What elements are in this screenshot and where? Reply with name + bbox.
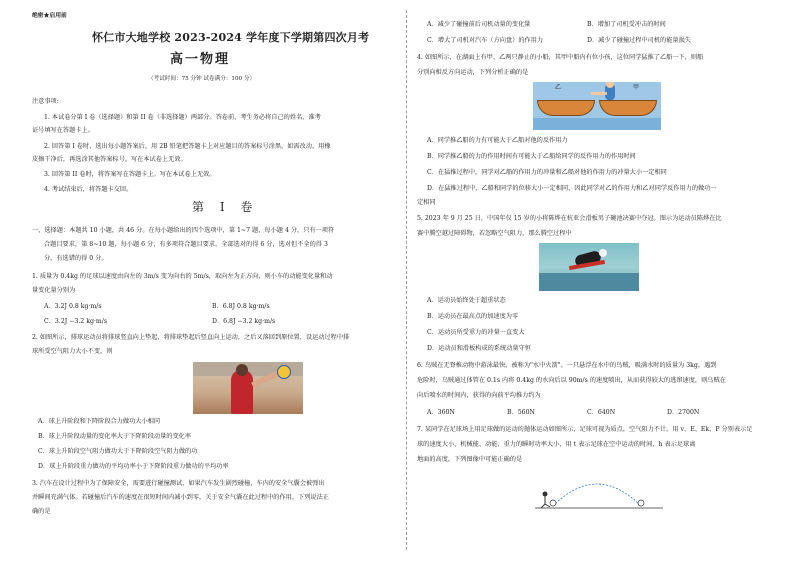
q3-stem: 3. 汽车在设计过程中为了保障安全，需要进行碰撞测试，如果汽车发生剧烈碰撞，车内的安全气囊会被弹出 (32, 480, 325, 487)
q5-stem: 赛中腾空越过障碍物，若忽略空气阻力，那么腾空过程中 (417, 230, 572, 237)
notes-heading: 注意事项: (32, 98, 59, 105)
q1-option-c: C．3.2J −3.2 kg·m/s (44, 318, 108, 325)
column-divider (406, 10, 408, 550)
q5-option-c: C．运动员所受重力的冲量一直变大 (427, 329, 525, 336)
q1-option-b: B．6.8J 0.8 kg·m/s (212, 303, 270, 310)
q6-stem: 危险时，乌贼通过体管在 0.1s 内将 0.4kg 的水向后以 90m/s 的速度喷出，从而获得较大的逃窜速度，则乌贼在 (417, 377, 726, 384)
q2-option-b: B．球上升阶段动量的变化率大于下降阶段动量的变化率 (38, 433, 192, 440)
time-note: （考试时间：75 分钟 试卷满分：100 分） (148, 76, 256, 82)
note-line: 2. 回答第 I 卷时，选出每小题答案后，用 2B 铅笔把答题卡上对应题目的答案标号涂黑。如需改动，用橡 (44, 143, 331, 150)
boat-label-jia: 甲 (633, 84, 640, 91)
q1-option-d: D．6.8J −3.2 kg·m/s (212, 318, 276, 325)
q6-option-b: B．560N (507, 409, 535, 416)
q4-option-c: C．在猛推过程中，同学对乙船的作用力的冲量和乙船对他的作用力的冲量大小一定相同 (427, 169, 667, 176)
q6-option-d: D．2700N (667, 409, 700, 416)
q7-stem: 球的速度大小、机械能、动能、重力的瞬时功率大小，用 t 表示足球在空中运动的时间，h 表示足球离 (417, 441, 696, 448)
secret-mark: 绝密★启用前 (32, 13, 67, 19)
q4-option-d-cont: 定相同 (417, 199, 436, 206)
q2-option-d: D．球上升阶段重力做功的平均功率小于下降阶段重力做功的平均功率 (38, 463, 229, 470)
note-line: 3. 回答第 II 卷时，将答案写在答题卡上。写在本试卷上无效。 (44, 171, 216, 178)
projectile-diagram (535, 472, 665, 514)
q7-stem: 地面的高度，下列图像中可能正确的是 (417, 456, 523, 463)
q3-option-b: B．增加了司机受冲击的时间 (587, 21, 666, 28)
note-line: 证号填写在答题卡上。 (32, 127, 94, 134)
section-intro-line: 分，有选错的得 0 分。 (44, 255, 108, 262)
q4-stem: 4. 如图所示，在湖面上有甲、乙两只静止的小船，其甲中船内有位小孩，这位同学猛推了乙船一下，则船 (417, 54, 704, 61)
right-column (415, 0, 770, 562)
trajectory-arc (553, 484, 641, 506)
note-line: 皮擦干净后，再选涂其他答案标号。写在本试卷上无效。 (32, 156, 187, 163)
q6-option-a: A．360N (427, 409, 455, 416)
ball-end-icon (638, 500, 644, 506)
subject-title: 高一物理 (170, 52, 231, 67)
section-title: 第 I 卷 (192, 200, 259, 214)
q5-option-a: A．运动员始终处于超重状态 (427, 297, 506, 304)
q3-option-d: D．减少了碰撞过程中司机的能量损失 (587, 37, 691, 44)
player-head-icon (543, 492, 548, 497)
volleyball-photo (193, 362, 303, 414)
skateboard-photo (539, 243, 639, 291)
q2-stem: 球所受空气阻力大小不变，则 (32, 348, 113, 355)
school-title: 怀仁市大地学校 2023-2024 学年度下学期第四次月考 (92, 31, 370, 44)
q2-option-a: A．球上升阶段和下降阶段合力做功大小相同 (38, 418, 161, 425)
q5-option-b: B．运动员在最高点的加速度为零 (427, 313, 519, 320)
q2-stem: 2. 如图所示，排球运动员将排球竖直向上垫起，将排球垫起后竖直向上运动，之后又落回到原位置，设运动过程中排 (32, 334, 350, 341)
q4-stem: 分别向相反方向运动，下列分析正确的是 (417, 69, 529, 76)
boats-illustration (533, 82, 661, 130)
left-column (30, 0, 405, 562)
q7-stem: 7. 某同学在足球场上用足球做的运动的抛体运动如图所示，足球可视为质点，空气阻力不计。用 v、E、Ek、P 分别表示足 (417, 426, 753, 433)
q1-option-a: A．3.2J 0.8 kg·m/s (44, 303, 102, 310)
q6-stem: 6. 鸟贼在无脊椎动物中游泳最快，被称为"水中火箭"。一只悬浮在水中的鸟贼，吸满水时的质量为 3kg，遇到 (417, 362, 717, 369)
note-line: 4. 考试结束后，将答题卡交回。 (44, 186, 133, 193)
q1-stem: 量变化量分别为 (32, 287, 76, 294)
q4-option-b: B．同学推乙船的力的作用时间有可能大于乙船给同学的反作用力的作用时间 (427, 153, 636, 160)
q3-stem: 确的是 (32, 508, 51, 515)
note-line: 1. 本试卷分第 I 卷（选择题）和第 II 卷（非选择题）两部分。答卷前，考生务必将自己的姓名、准考 (44, 114, 321, 121)
q3-option-c: C．增大了司机对汽车（方向盘）的作用力 (427, 37, 544, 44)
boat-label-yi: 乙 (555, 84, 562, 91)
q5-stem: 5. 2023 年 9 月 25 日，中国年仅 15 岁的小将陈烨在杭亚会滑板男子碗池决赛中夺冠。图示为运动员陈烨在比 (417, 215, 722, 222)
q2-option-c: C．球上升阶段空气阻力做功大于下降阶段空气阻力做的功 (38, 448, 198, 455)
q5-option-d: D．运动员和滑板构成的系统动量守恒 (427, 345, 531, 352)
q6-option-c: C．640N (587, 409, 616, 416)
q1-stem: 1. 质量为 0.4kg 的足球以速度由向左的 3m/s 变为向右的 5m/s，取向左为正方向，则小车的动能变化量和动 (32, 273, 333, 280)
q3-option-a: A．减少了碰撞前后司机动量的变化量 (427, 21, 531, 28)
section-intro-line: 一、选择题：本题共 10 小题，共 46 分。在每小题给出的四个选项中，第 1~7 题，每小题 4 分，只有一项符 (32, 227, 335, 234)
ball-start-icon (550, 500, 556, 506)
q6-stem: 向后喷水的时间内，获得的向前平均推力约为 (417, 392, 541, 399)
q4-option-d: D．在猛推过程中，乙船和同学的位移大小一定相同，因此同学对乙的作用力和乙对同学反作用力的做功一 (427, 185, 717, 192)
q3-stem: 并瞬间充满气体。若碰撞后汽车的速度在很短时间内减小到零，关于安全气囊在此过程中的作用，下列说法正 (32, 494, 329, 501)
section-intro-line: 合题目要求，第 8~10 题，每小题 6 分，有多项符合题目要求。全部选对的得 6 分，选对但不全的得 3 (44, 241, 328, 248)
q4-option-a: A．同学推乙船的力有可能大于乙船对他的反作用力 (427, 137, 568, 144)
